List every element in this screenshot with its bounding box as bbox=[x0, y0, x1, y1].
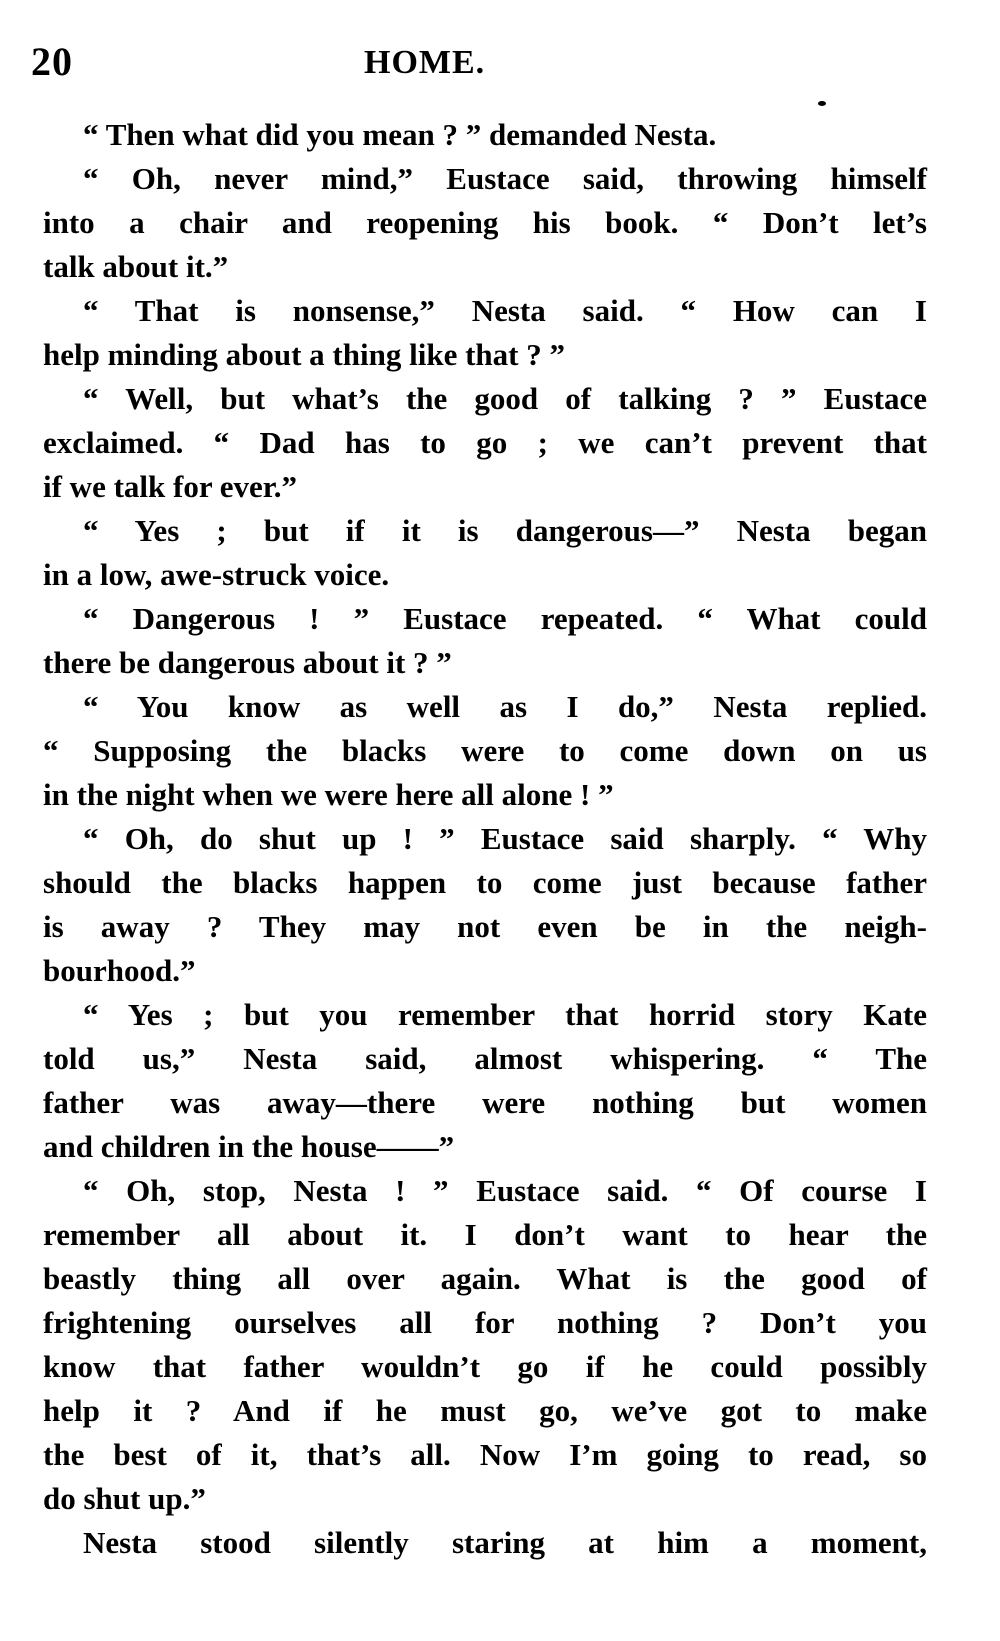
text-line: in the night when we were here all alone ! ” bbox=[43, 777, 614, 812]
text-line: “ Then what did you mean ? ” demanded Nesta. bbox=[83, 117, 717, 152]
text-block bbox=[43, 113, 927, 1565]
text-line: told us,” Nesta said, almost whispering. “ The bbox=[43, 1041, 927, 1076]
text-line: frightening ourselves all for nothing ? Don’t you bbox=[43, 1305, 927, 1340]
text-line: “ You know as well as I do,” Nesta replied. bbox=[83, 689, 927, 724]
text-line: “ Well, but what’s the good of talking ? ” Eustace bbox=[83, 381, 927, 416]
text-line: “ Oh, never mind,” Eustace said, throwing himself bbox=[83, 161, 927, 196]
text-line: “ Yes ; but you remember that horrid story Kate bbox=[83, 997, 927, 1032]
text-line: “ Yes ; but if it is dangerous—” Nesta began bbox=[83, 513, 927, 548]
text-line: help minding about a thing like that ? ” bbox=[43, 337, 565, 372]
text-line: Nesta stood silently staring at him a moment, bbox=[83, 1525, 927, 1560]
text-line: in a low, awe-struck voice. bbox=[43, 557, 390, 592]
text-line: “ Supposing the blacks were to come down on us bbox=[43, 733, 927, 768]
text-line: bourhood.” bbox=[43, 953, 196, 988]
running-header: HOME. bbox=[364, 44, 486, 81]
text-line: and children in the house——” bbox=[43, 1129, 455, 1164]
text-line: remember all about it. I don’t want to hear the bbox=[43, 1217, 927, 1252]
text-line: father was away—there were nothing but women bbox=[43, 1085, 927, 1120]
text-line: exclaimed. “ Dad has to go ; we can’t prevent that bbox=[43, 425, 927, 460]
text-line: “ Oh, stop, Nesta ! ” Eustace said. “ Of course I bbox=[83, 1173, 927, 1208]
text-line: should the blacks happen to come just because father bbox=[43, 865, 927, 900]
text-line: talk about it.” bbox=[43, 249, 229, 284]
text-line: the best of it, that’s all. Now I’m going to read, so bbox=[43, 1437, 927, 1472]
ink-speck bbox=[818, 101, 826, 106]
page-number: 20 bbox=[31, 39, 73, 84]
text-line: know that father wouldn’t go if he could possibly bbox=[43, 1349, 927, 1384]
text-line: is away ? They may not even be in the neigh- bbox=[43, 909, 927, 944]
text-line: “ Dangerous ! ” Eustace repeated. “ What could bbox=[83, 601, 927, 636]
text-line: do shut up.” bbox=[43, 1481, 206, 1516]
text-line: “ Oh, do shut up ! ” Eustace said sharply. “ Why bbox=[83, 821, 927, 856]
text-line: help it ? And if he must go, we’ve got to make bbox=[43, 1393, 927, 1428]
text-line: if we talk for ever.” bbox=[43, 469, 297, 504]
text-line: beastly thing all over again. What is the good of bbox=[43, 1261, 927, 1296]
text-line: into a chair and reopening his book. “ Don’t let’s bbox=[43, 205, 927, 240]
text-line: there be dangerous about it ? ” bbox=[43, 645, 452, 680]
text-line: “ That is nonsense,” Nesta said. “ How can I bbox=[83, 293, 927, 328]
